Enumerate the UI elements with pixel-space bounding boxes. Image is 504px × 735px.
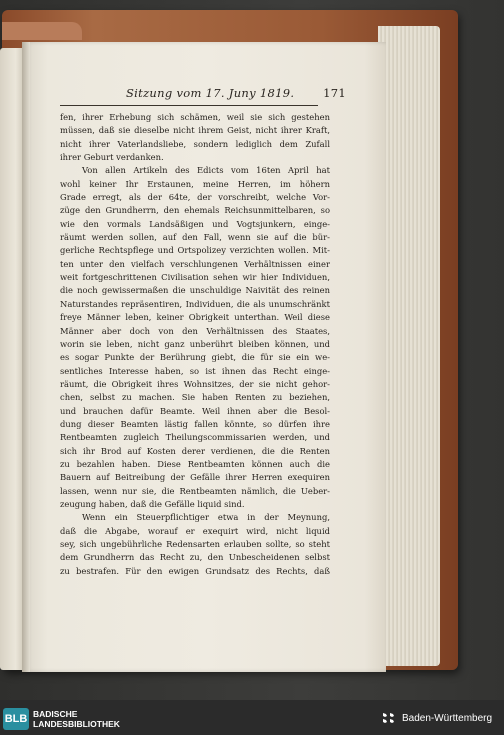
text-line: zu bestrafen. Für den ewigen Grundsatz des Rechts, daß [60, 565, 330, 576]
library-name[interactable] [33, 709, 120, 729]
text-line: zeugung haben, daß die Gefälle liquid sind. [60, 498, 245, 509]
text-line: dung dieser Beamten lästig fallen könnte, so dürfen ihre [60, 418, 330, 429]
text-line: sentliches Interesse haben, so ist ihnen das Recht einge- [60, 365, 330, 376]
text-line: räumt werden sollen, auf den Fall, wenn sie auf die bür- [60, 232, 330, 243]
text-line: wie den vormals Landsäßigen und Vogtsjunkern, einge- [60, 218, 330, 229]
text-line: Wenn ein Steuerpflichtiger etwa in der Meynung, [82, 512, 330, 523]
text-line: die noch gewissermaßen die unschuldige Naivität des reinen [60, 285, 330, 296]
text-line: räumt, die Obrigkeit ihres Wohnsitzes, der sie nicht gehor- [60, 378, 330, 389]
page-gutter [22, 42, 30, 672]
library-name-line2: LANDESBIBLIOTHEK [33, 719, 120, 729]
viewer-footer [0, 700, 504, 735]
coat-of-arms-icon[interactable] [380, 709, 398, 727]
cover-corner [2, 22, 82, 40]
text-line: Von allen Artikeln des Edicts vom 16ten April hat [82, 165, 330, 176]
text-line: chen, selbst zu machen. Sie haben Renten zu beziehen, [60, 392, 330, 403]
text-line: nicht ihrer Vaterlandsliebe, sondern lediglich dem Zufall [60, 138, 330, 149]
text-line: fen, ihrer Erhebung sich schämen, weil sie sich gestehen [60, 112, 330, 122]
text-line: dem Grundherrn das Recht zu, den Unbescheidenen selbst [60, 552, 330, 563]
partner-name[interactable]: Baden-Württemberg [402, 713, 493, 724]
running-head [96, 86, 346, 102]
page-edges [378, 26, 440, 666]
text-line: Bauern auf Beitreibung der Gefälle ihrer Herren exequiren [60, 472, 330, 483]
text-line: züge den Grundherrn, den ehemals Reichsunmittelbaren, so [60, 205, 330, 216]
text-line: zu bezahlen haben. Diese Rentbeamten können auch die [60, 458, 330, 469]
text-line: Rentbeamten zugleich Theilungscommissarien werden, und [60, 432, 330, 443]
text-line: gerliche Rechtspflege und Ortspolizey verzichten wollen. Mit- [60, 245, 330, 256]
text-line: ihrer Geburt verdanken. [60, 152, 164, 163]
header-rule [60, 105, 318, 106]
text-line: Grade erregt, als der 64te, der vorschreibt, welche Vor- [60, 192, 330, 203]
body-text [60, 111, 330, 578]
text-line: lassen, wenn nur sie, die Rentbeamten nämlich, die Ueber- [60, 485, 330, 496]
page-number: 171 [323, 86, 346, 100]
text-line: sey, sich ungebührliche Redensarten erlauben sollte, so steht [60, 539, 330, 549]
text-line: freye Männer leben, keiner Obrigkeit unterthan. Weil diese [60, 312, 330, 323]
text-line: müssen, daß sie dieselbe nicht ihrem Geist, nicht ihrer Kraft, [60, 125, 330, 136]
text-line: sich ihr Brod auf Kosten derer verdienen, die die Renten [60, 445, 330, 456]
text-line: und brauchen dafür Beamte. Weil ihnen aber die Besol- [60, 405, 330, 416]
text-line: weit fortgeschrittenen Civilisation sehen wir hier Individuen, [60, 272, 330, 283]
text-line: Männer aber doch von den Verhältnissen des Staates, [60, 325, 330, 336]
blb-logo-badge[interactable]: BLB [3, 708, 29, 730]
running-title: Sitzung vom 17. Juny 1819. [126, 86, 295, 100]
text-line: worin sie leben, nicht ganz unberührt bleiben können, und [60, 338, 330, 349]
library-name-line1: BADISCHE [33, 709, 78, 719]
text-line: Naturstandes repräsentiren, Individuen, die als unumschränkt [60, 298, 330, 309]
text-line: ten unter den vielfach verschlungenen Verhältnissen einer [60, 258, 330, 269]
text-line: daß die Abgabe, worauf er exequirt wird, nicht liquid [60, 525, 330, 536]
text-line: es sogar Punkte der Berührung giebt, die für sie ein we- [60, 352, 330, 363]
text-line: wohl keiner Ihr Erstaunen, meine Herren, im höhern [60, 178, 330, 189]
